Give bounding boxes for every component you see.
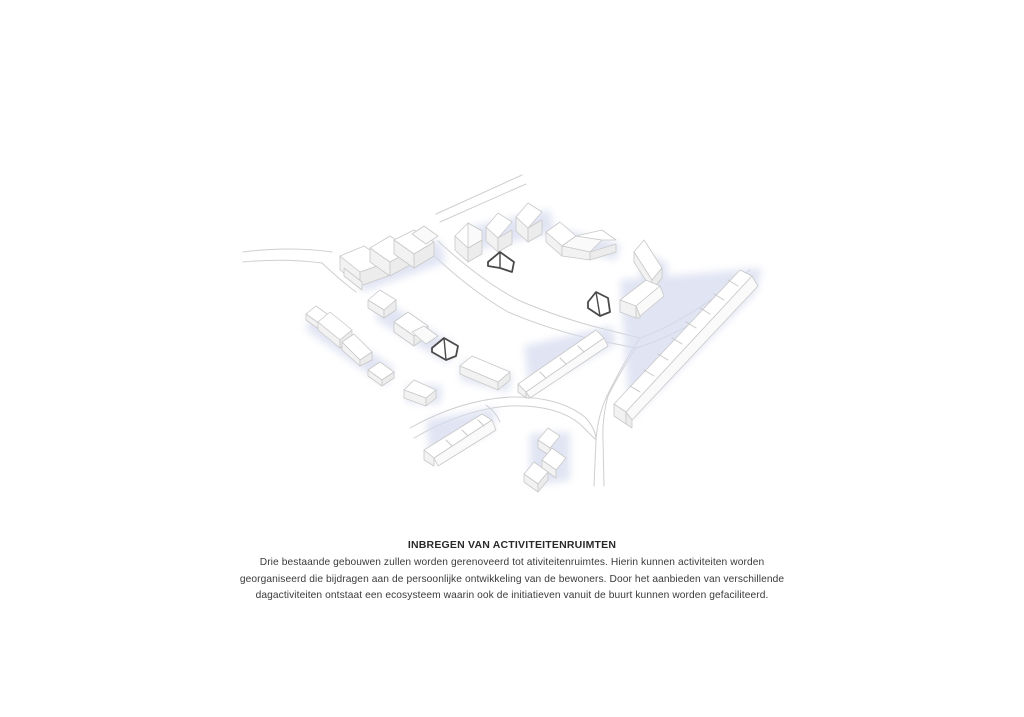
road-west-b — [243, 260, 322, 263]
caption-title: INBREGEN VAN ACTIVITEITENRUIMTEN — [407, 539, 617, 551]
caption — [200, 539, 824, 605]
activity-building-2 — [588, 292, 610, 316]
caption-line: georganiseerd die bijdragen aan de persoonlijke ontwikkeling van de bewoners. Door het aanbieden van verschillende — [239, 573, 785, 585]
caption-line: Drie bestaande gebouwen zullen worden gerenoveerd tot ativiteitenruimtes. Hierin kunnen activiteiten worden — [259, 557, 765, 568]
road-north-b — [440, 184, 526, 222]
activity-building-1 — [488, 252, 514, 272]
house-n1 — [455, 223, 482, 262]
road-west-a — [243, 249, 332, 252]
building-centre-small — [460, 356, 510, 390]
caption-body — [200, 555, 824, 605]
road-north-a — [436, 175, 522, 214]
caption-line: dagactiviteiten ontstaat een ecosysteem waarin ook de initiatieven vanuit de buurt kunnen worden gefaciliteerd. — [255, 590, 769, 601]
